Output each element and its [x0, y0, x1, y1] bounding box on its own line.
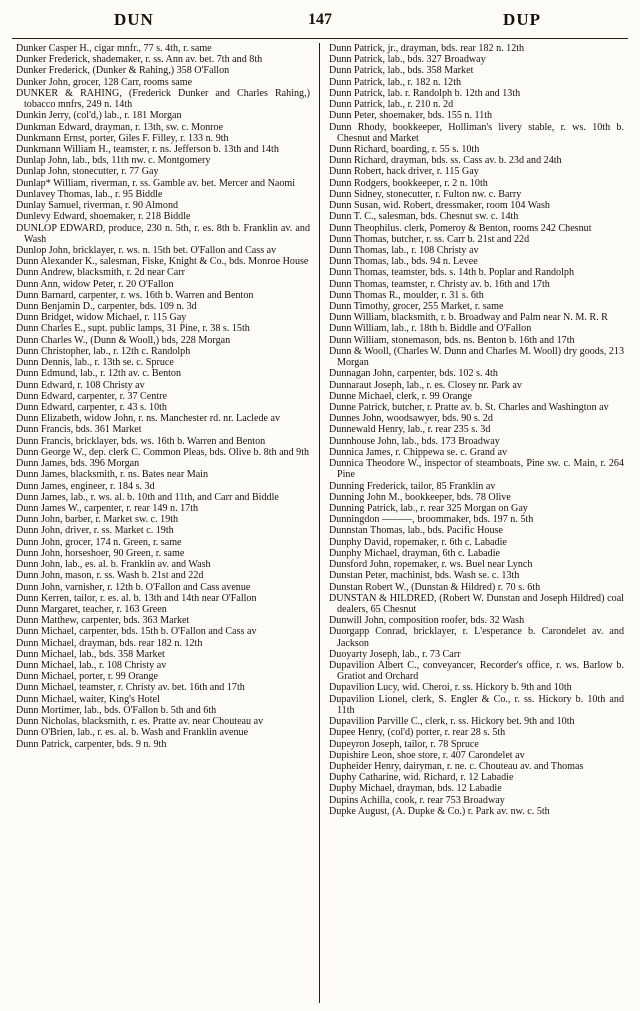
directory-entry: Dunn Patrick, lab., r. 182 n. 12th [329, 76, 462, 88]
directory-entry: DUNKER & RAHING, (Frederick Dunker and Charles Rahing,) tobacco mnfrs, 249 n. 14th [16, 87, 310, 111]
directory-entry: Dunker Frederick, (Dunker & Rahing,) 358 O'Fallon [16, 65, 230, 77]
directory-entry: Dunlap John, lab., bds, 11th nw. c. Montgomery [16, 155, 211, 167]
directory-entry: Dunkmann Ernst, porter, Giles F. Filley, r. 133 n. 9th [16, 132, 229, 144]
directory-entry: Dunnewald Henry, lab., r. rear 235 s. 3d [329, 424, 491, 436]
directory-entry: Dunn Alexander K., salesman, Fiske, Knight & Co., bds. Monroe House [16, 256, 309, 268]
directory-entry: Dunn Edward, r. 108 Christy av [16, 379, 145, 391]
directory-entry: Dupeyron Joseph, tailor, r. 78 Spruce [329, 738, 479, 750]
directory-entry: Duphy Michael, drayman, bds. 12 Labadie [329, 783, 502, 795]
directory-entry: Dunn Benjamin D., carpenter, bds. 109 n. 3d [16, 301, 197, 313]
directory-entry: Dunn Francis, bricklayer, bds. ws. 16th b. Warren and Benton [16, 435, 266, 447]
directory-entry: Dunn James, blacksmith, r. ns. Bates near Main [16, 469, 209, 481]
directory-entry: Dunn Thomas, teamster, r. Christy av. b. 16th and 17th [329, 278, 550, 290]
directory-entry: Dunwill John, composition roofer, bds. 32 Wash [329, 615, 525, 627]
directory-entry: Duoyarty Joseph, lab., r. 73 Carr [329, 648, 461, 660]
directory-entry: Dunker Frederick, shademaker, r. ss. Ann av. bet. 7th and 8th [16, 54, 263, 66]
directory-entry: Dunning Patrick, lab., r. rear 325 Morgan on Gay [329, 502, 528, 514]
directory-entry: Dunnes John, woodsawyer, bds. 90 s. 2d [329, 413, 493, 425]
directory-entry: Dunn Michael, lab., bds. 358 Market [16, 648, 165, 660]
directory-entry: Dunstan Robert W., (Dunstan & Hildred) r. 70 s. 6th [329, 581, 541, 593]
directory-entry: Dunn William, blacksmith, r. b. Broadway and Palm near N. M. R. R [329, 312, 608, 324]
directory-entry: Dunn Thomas, lab., r. 108 Christy av [329, 244, 479, 256]
directory-entry: Dunnaraut Joseph, lab., r. es. Closey nr. Park av [329, 379, 522, 391]
directory-entry: Dunn Robert, hack driver, r. 115 Gay [329, 166, 479, 178]
directory-entry: Dunsford John, ropemaker, r. ws. Buel near Lynch [329, 559, 533, 571]
directory-entry: Dunn John, varnisher, r. 12th b. O'Fallon and Cass avenue [16, 581, 251, 593]
directory-entry: Dunn Michael, porter, r. 99 Orange [16, 671, 158, 683]
directory-entry: Dunphy Michael, drayman, 6th c. Labadie [329, 547, 500, 559]
directory-entry: Dunn Rodgers, bookkeeper, r. 2 n. 10th [329, 177, 488, 189]
header-right-guideword: DUP [503, 10, 541, 29]
directory-entry: Dunn Susan, wid. Robert, dressmaker, room 104 Wash [329, 200, 550, 212]
directory-entry: Dunn Ann, widow Peter, r. 20 O'Fallon [16, 278, 174, 290]
directory-entry: Dupavilion Albert C., conveyancer, Recorder's office, r. ws. Barlow b. Gratiot and Orchard [329, 660, 624, 683]
directory-entry: Dunn Charles W., (Dunn & Wooll,) bds, 228 Morgan [16, 334, 231, 346]
directory-entry: Dunn & Wooll, (Charles W. Dunn and Charles M. Wooll) dry goods, 213 Morgan [329, 345, 624, 369]
directory-entry: Dunn O'Brien, lab., r. es. al. b. Wash and Franklin avenue [16, 727, 249, 739]
directory-entry: Dunphy David, ropemaker, r. 6th c. Labadie [329, 536, 507, 548]
directory-entry: Dunn Andrew, blacksmith, r. 2d near Carr [16, 267, 185, 279]
directory-entry: Dunn Edward, carpenter, r. 37 Centre [16, 390, 167, 402]
directory-entry: Dunlop John, bricklayer, r. ws. n. 15th bet. O'Fallon and Cass av [16, 244, 277, 256]
directory-entry: Dunkman Edward, drayman, r. 13th, sw. c. Monroe [16, 121, 224, 133]
directory-entry: Dunnstan Thomas, lab., bds. Pacific House [329, 525, 503, 537]
directory-entry: Dunn Michael, waiter, King's Hotel [16, 693, 160, 705]
directory-entry: Dunn Peter, shoemaker, bds. 155 n. 11th [329, 110, 493, 122]
directory-entry: Dunn Michael, lab., r. 108 Christy av [16, 660, 167, 672]
directory-entry: Dunn Michael, teamster, r. Christy av. bet. 16th and 17th [16, 682, 245, 694]
directory-entry: DUNLOP EDWARD, produce, 230 n. 5th, r. es. 8th b. Franklin av. and Wash [16, 222, 310, 245]
left-column [10, 43, 320, 1003]
header-left-guideword: DUN [114, 10, 154, 29]
directory-entry: Dupavilion Lionel, clerk, S. Engler & Co., r. ss. Hickory b. 10th and 11th [329, 693, 624, 716]
page-header [14, 10, 626, 36]
directory-entry: Dunne Patrick, butcher, r. Pratte av. b. St. Charles and Washington av [329, 402, 609, 413]
directory-entry: Dunn George W., dep. clerk C. Common Pleas, bds. Olive b. 8th and 9th [16, 446, 310, 458]
directory-entry: Dunn Patrick, carpenter, bds. 9 n. 9th [16, 738, 167, 750]
directory-entry: Dunker John, grocer, 128 Carr, rooms same [16, 76, 193, 88]
directory-entry: Dunn James, engineer, r. 184 s. 3d [16, 480, 155, 492]
directory-entry: Dunn Edmund, lab., r. 12th av. c. Benton [16, 368, 182, 380]
directory-entry: Dunlay Samuel, riverman, r. 90 Almond [16, 200, 179, 212]
directory-entry: Dupavilion Lucy, wid. Cheroi, r. ss. Hickory b. 9th and 10th [329, 682, 572, 694]
directory-entry: Dupheider Henry, dairyman, r. ne. c. Chouteau av. and Thomas [329, 761, 584, 772]
directory-entry: DUNSTAN & HILDRED, (Robert W. Dunstan and Joseph Hildred) coal dealers, 65 Chesnut [329, 592, 624, 615]
directory-entry: Dunn Richard, boarding, r. 55 s. 10th [329, 143, 480, 155]
directory-entry: Dunn Patrick, lab., bds. 327 Broadway [329, 54, 486, 66]
directory-entry: Dunn James, lab., r. ws. al. b. 10th and 11th, and Carr and Biddle [16, 491, 279, 503]
directory-entry: Dunn James, bds. 396 Morgan [16, 458, 140, 470]
directory-entry: Dunn Matthew, carpenter, bds. 363 Market [16, 615, 190, 627]
directory-entry: Dupavilion Parville C., clerk, r. ss. Hickory bet. 9th and 10th [329, 716, 575, 728]
directory-entry: Duphy Catharine, wid. Richard, r. 12 Labadie [329, 772, 514, 784]
directory-entry: Dunn Patrick, lab., bds. 358 Market [329, 65, 474, 77]
directory-entry: Dunn Christopher, lab., r. 12th c. Randolph [16, 345, 191, 357]
directory-entry: Dunn Barnard, carpenter, r. ws. 16th b. Warren and Benton [16, 289, 254, 301]
directory-entry: Dunn Thomas, butcher, r. ss. Carr b. 21st and 22d [329, 233, 530, 245]
directory-entry: Dunning Frederick, tailor, 85 Franklin av [329, 480, 496, 492]
directory-entry: Dunn John, driver, r. ss. Market c. 19th [16, 525, 174, 537]
directory-entry: Dupke August, (A. Dupke & Co.) r. Park av. nw. c. 5th [329, 805, 550, 817]
directory-entry: Dunkmann William H., teamster, r. ns. Jefferson b. 13th and 14th [16, 143, 279, 155]
directory-entry: Dunne Michael, clerk, r. 99 Orange [329, 390, 472, 402]
directory-entry: Dunn T. C., salesman, bds. Chesnut sw. c. 14th [329, 211, 519, 223]
directory-entry: Dunn Dennis, lab., r. 13th se. c. Spruce [16, 357, 174, 369]
directory-entry: Dunn John, mason, r. ss. Wash b. 21st and 22d [16, 570, 204, 582]
directory-entry: Dunn Thomas, teamster, bds. s. 14th b. Poplar and Randolph [329, 267, 574, 279]
directory-entry: Dunn Mortimer, lab., bds. O'Fallon b. 5th and 6th [16, 704, 217, 716]
directory-entry: Dunn Richard, drayman, bds. ss. Cass av. b. 23d and 24th [329, 155, 562, 167]
directory-entry: Dunn John, lab., es. al. b. Franklin av. and Wash [16, 559, 211, 571]
directory-entry: Dunker Casper H., cigar mnfr., 77 s. 4th, r. same [16, 43, 212, 54]
directory-entry: Dunstan Peter, machinist, bds. Wash se. c. 13th [329, 570, 520, 582]
directory-entry: Dunn Francis, bds. 361 Market [16, 424, 142, 436]
directory-entry: Dunlap John, stonecutter, r. 77 Gay [16, 166, 159, 178]
page-number: 147 [308, 11, 332, 28]
directory-entry: Dunn Patrick, lab., r. 210 n. 2d [329, 99, 454, 111]
directory-entry: Dunn William, lab., r. 18th b. Biddle and O'Fallon [329, 323, 532, 335]
directory-entry: Dunn Michael, drayman, bds. rear 182 n. 12th [16, 637, 203, 649]
directory-entry: Dunn Patrick, jr., drayman, bds. rear 182 n. 12th [329, 43, 525, 54]
directory-entry: Dunlevy Edward, shoemaker, r. 218 Biddle [16, 211, 191, 223]
directory-entry: Dunn John, horseshoer, 90 Green, r. same [16, 547, 185, 559]
directory-entry: Dupishire Leon, shoe store, r. 407 Carondelet av [329, 749, 525, 761]
directory-entry: Dunnhouse John, lab., bds. 173 Broadway [329, 435, 500, 447]
directory-entry: Dunningdon ———, broommaker, bds. 197 n. 5th [329, 514, 534, 526]
directory-entry: Dunn William, stonemason, bds. ns. Benton b. 16th and 17th [329, 334, 575, 346]
directory-entry: Dunn Nicholas, blacksmith, r. es. Pratte av. near Chouteau av [16, 716, 264, 728]
directory-entry: Dupins Achilla, cook, r. rear 753 Broadway [329, 794, 505, 806]
directory-entry: Dunn Thomas, lab., bds. 94 n. Levee [329, 256, 478, 268]
directory-entry: Dupee Henry, (col'd) porter, r. rear 28 s. 5th [329, 727, 506, 739]
directory-entry: Dunning John M., bookkeeper, bds. 78 Olive [329, 491, 511, 503]
directory-entry: Dunn John, grocer, 174 n. Green, r. same [16, 536, 182, 548]
directory-entry: Dunlap* William, riverman, r. ss. Gamble av. bet. Mercer and Naomi [16, 177, 296, 189]
directory-columns [10, 43, 630, 1003]
directory-entry: Dunnagan John, carpenter, bds. 102 s. 4th [329, 368, 498, 380]
directory-entry: Dunn Margaret, teacher, r. 163 Green [16, 603, 167, 615]
directory-entry: Dunn Edward, carpenter, r. 43 s. 10th [16, 402, 167, 413]
directory-entry: Dunlavey Thomas, lab., r. 95 Biddle [16, 188, 163, 200]
right-column [320, 43, 630, 1003]
directory-entry: Dunn Timothy, grocer, 255 Market, r. same [329, 301, 504, 313]
directory-entry: Dunn Bridget, widow Michael, r. 115 Gay [16, 312, 187, 324]
directory-entry: Dunn Thomas R., moulder, r. 31 s. 6th [329, 289, 484, 301]
directory-entry: Dunnica James, r. Chippewa se. c. Grand av [329, 446, 507, 458]
directory-entry: Duorgapp Conrad, bricklayer, r. L'esperance b. Carondelet av. and Jackson [329, 626, 624, 649]
directory-entry: Dunn Charles E., supt. public lamps, 31 Pine, r. 38 s. 15th [16, 323, 250, 335]
directory-entry: Dunkin Jerry, (col'd,) lab., r. 181 Morgan [16, 110, 182, 122]
directory-entry: Dunn Rhody, bookkeeper, Holliman's livery stable, r. ws. 10th b. Chesnut and Market [329, 121, 624, 144]
directory-entry: Dunn Michael, carpenter, bds. 15th b. O'Fallon and Cass av [16, 626, 257, 638]
header-divider [12, 38, 628, 39]
directory-entry: Dunnica Theodore W., inspector of steamboats, Pine sw. c. Main, r. 264 Pine [329, 458, 624, 481]
directory-entry: Dunn Elizabeth, widow John, r. ns. Manchester rd. nr. Laclede av [16, 413, 281, 425]
directory-entry: Dunn Theophilus. clerk, Pomeroy & Benton, rooms 242 Chesnut [329, 222, 592, 234]
directory-entry: Dunn Sidney, stonecutter, r. Fulton nw. c. Barry [329, 188, 522, 200]
directory-entry: Dunn Kerren, tailor, r. es. al. b. 13th and 14th near O'Fallon [16, 592, 257, 604]
directory-entry: Dunn James W., carpenter, r. rear 149 n. 17th [16, 502, 199, 514]
directory-entry: Dunn Patrick, lab. r. Randolph b. 12th and 13th [329, 87, 521, 99]
directory-entry: Dunn John, barber, r. Market sw. c. 19th [16, 514, 179, 526]
